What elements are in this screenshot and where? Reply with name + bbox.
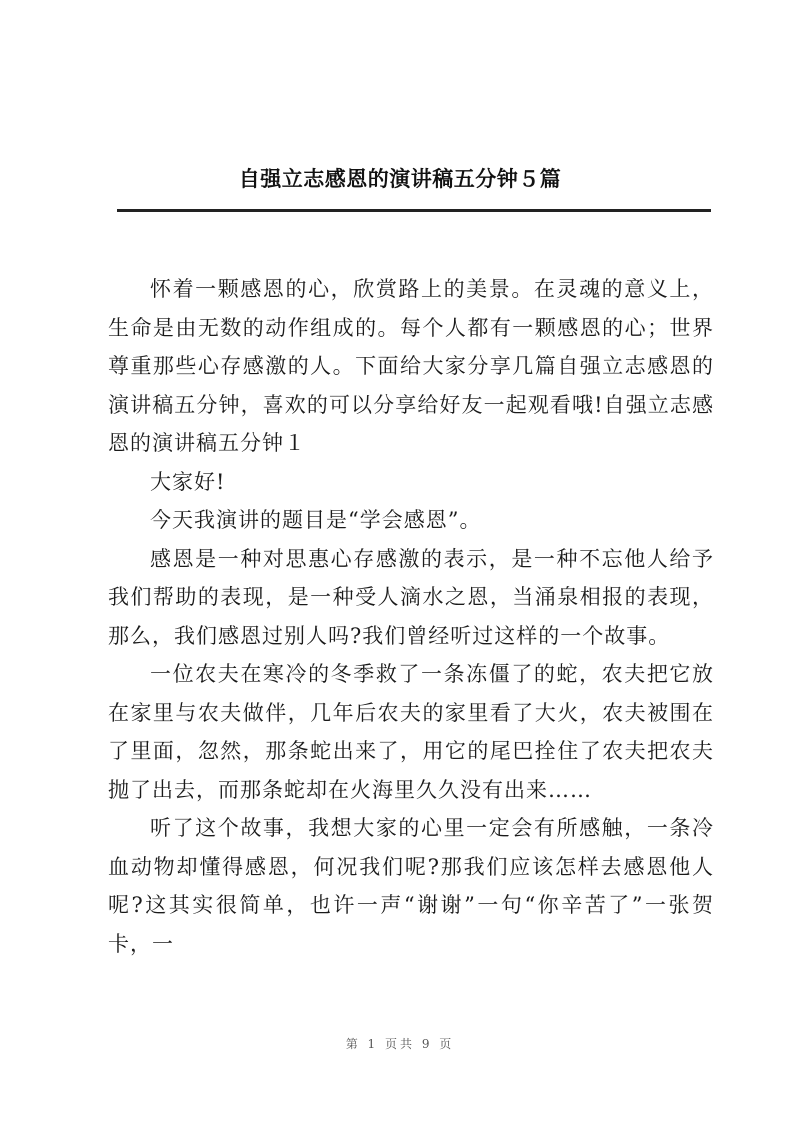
document-title: 自强立志感恩的演讲稿五分钟５篇 xyxy=(238,166,562,191)
paragraph: 大家好! xyxy=(150,469,226,494)
paragraph: 今天我演讲的题目是“学会感恩”。 xyxy=(150,508,482,532)
document-body xyxy=(108,270,714,963)
page-footer: 第 1 页共 9 页 xyxy=(345,1037,455,1051)
paragraph: 一位农夫在寒冷的冬季救了一条冻僵了的蛇，农夫把它放在家里与农夫做伴，几年后农夫的家里看了大火，农夫被围在了里面，忽然，那条蛇出来了，用它的尾巴拴住了农夫把农夫抛了出去，而那条蛇却在火海里久久没有出来…… xyxy=(108,662,714,802)
title-divider xyxy=(117,209,711,212)
paragraph: 感恩是一种对思惠心存感激的表示，是一种不忘他人给予我们帮助的表现，是一种受人滴水之恩，当涌泉相报的表现，那么，我们感恩过别人吗?我们曾经听过这样的一个故事。 xyxy=(108,546,714,648)
paragraph: 怀着一颗感恩的心，欣赏路上的美景。在灵魂的意义上，生命是由无数的动作组成的。每个人都有一颗感恩的心；世界尊重那些心存感激的人。下面给大家分享几篇自强立志感恩的演讲稿五分钟，喜欢的可以分享给好友一起观看哦!自强立志感恩的演讲稿五分钟１ xyxy=(108,277,714,455)
paragraph: 听了这个故事，我想大家的心里一定会有所感触，一条冷血动物却懂得感恩，何况我们呢?那我们应该怎样去感恩他人呢?这其实很简单，也许一声“谢谢”一句“你辛苦了”一张贺卡，一 xyxy=(108,816,714,956)
